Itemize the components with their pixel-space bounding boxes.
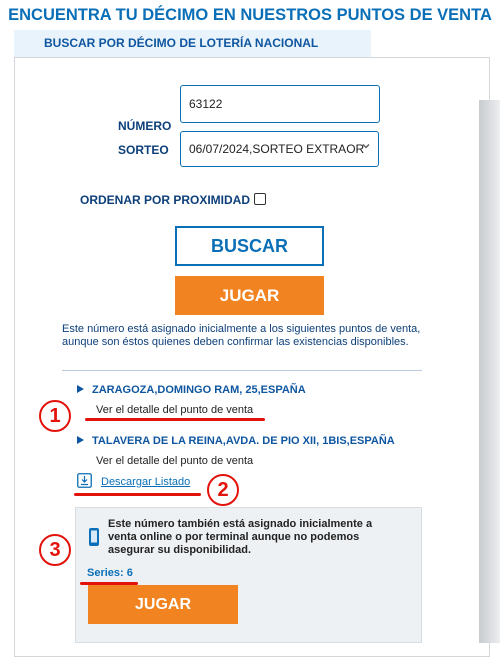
sorteo-select[interactable] [180, 131, 379, 167]
sorteo-label: SORTEO [118, 143, 169, 157]
expand-arrow-icon[interactable] [77, 436, 84, 444]
chevron-down-icon [362, 142, 370, 150]
info-text: Este número está asignado inicialmente a los siguientes puntos de venta, aunque son éstos quienes deben confirmar las existencias disponibles. [62, 323, 421, 348]
jugar-button[interactable]: JUGAR [175, 276, 324, 315]
online-sale-text: Este número también está asignado inicialmente a venta online o por terminal aunque no podemos asegurar su disponibilidad. [108, 518, 373, 556]
numero-input[interactable]: 63122 [180, 85, 380, 123]
expand-arrow-icon[interactable] [77, 385, 84, 393]
buscar-button[interactable]: BUSCAR [175, 226, 324, 266]
tab-buscar-por-decimo[interactable]: BUSCAR POR DÉCIMO DE LOTERÍA NACIONAL [14, 30, 371, 57]
annotation-underline [85, 418, 265, 421]
result-detail-link[interactable]: Ver el detalle del punto de venta [96, 404, 254, 416]
numero-label: NÚMERO [118, 119, 172, 133]
annotation-badge: 1 [39, 400, 71, 432]
scroll-shadow [479, 100, 500, 643]
proximidad-label: ORDENAR POR PROXIMIDAD [80, 193, 251, 207]
annotation-underline [74, 493, 201, 496]
divider [62, 370, 422, 371]
result-detail-link[interactable]: Ver el detalle del punto de venta [96, 455, 254, 467]
download-listado-link[interactable]: Descargar Listado [101, 476, 191, 488]
page-title: ENCUENTRA TU DÉCIMO EN NUESTROS PUNTOS DE VENTA [8, 6, 492, 24]
annotation-badge: 3 [39, 534, 71, 566]
result-name[interactable]: ZARAGOZA,DOMINGO RAM, 25,ESPAÑA [92, 384, 306, 396]
result-name[interactable]: TALAVERA DE LA REINA,AVDA. DE PIO XII, 1BIS,ESPAÑA [92, 435, 395, 447]
download-icon[interactable] [77, 473, 92, 488]
sorteo-selected-value: 06/07/2024,SORTEO EXTRAOR [189, 142, 365, 156]
series-count: Series: 6 [87, 567, 133, 579]
online-jugar-button[interactable]: JUGAR [88, 585, 238, 624]
phone-icon [88, 527, 100, 547]
proximidad-checkbox[interactable] [254, 193, 266, 205]
annotation-badge: 2 [207, 474, 239, 506]
